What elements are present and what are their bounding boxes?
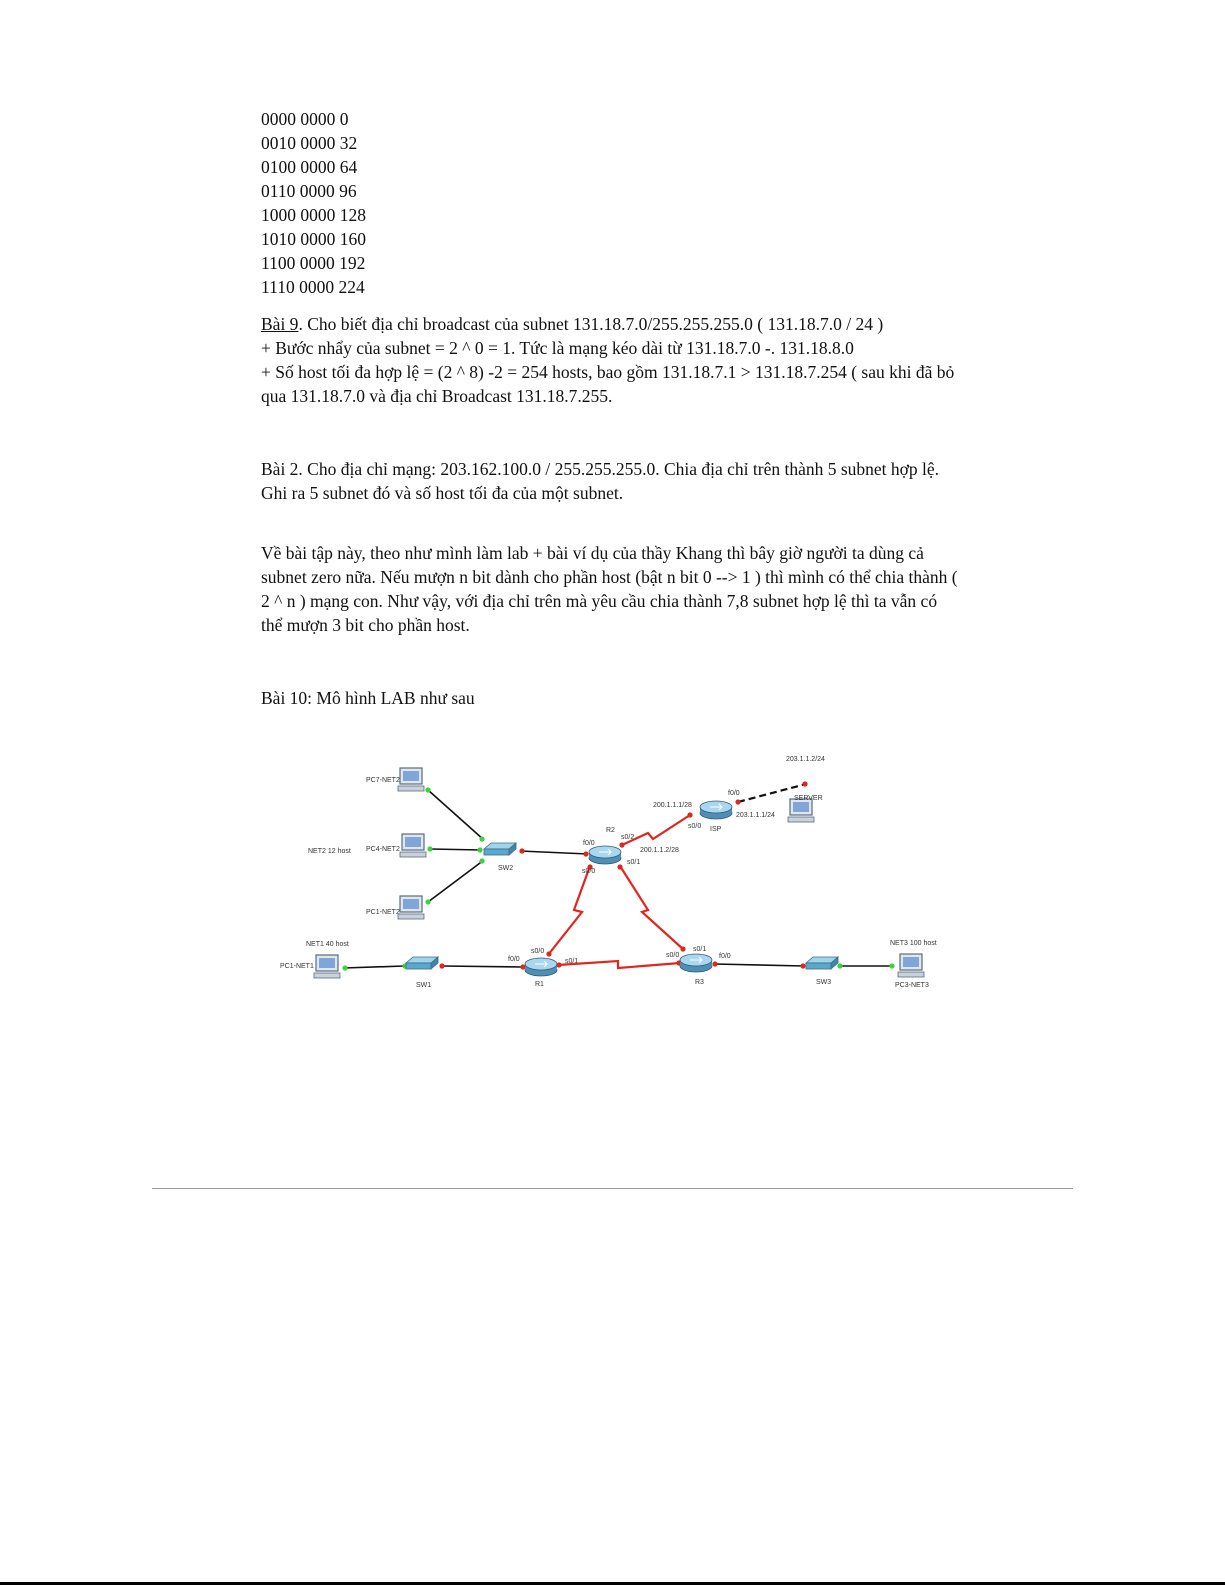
link-pc4-sw2 xyxy=(430,849,482,850)
exercise-2 xyxy=(261,457,961,505)
binary-row: 0110 0000 96 xyxy=(261,181,357,201)
label-r2-ip: 200.1.1.2/28 xyxy=(640,847,679,854)
pc1-net1-computer-icon[interactable] xyxy=(314,955,340,978)
label-pc7: PC7-NET2 xyxy=(366,777,400,784)
label-isp-lan-ip: 203.1.1.1/24 xyxy=(736,812,775,819)
binary-row: 0100 0000 64 xyxy=(261,157,358,177)
label-sw2: SW2 xyxy=(498,865,514,872)
ex9-question-text: . Cho biết địa chỉ broadcast của subnet 131.18.7.0/255.255.255.0 ( 131.18.7.0 / 24 ) xyxy=(298,314,884,334)
pc1-net2-computer-icon[interactable] xyxy=(398,896,424,919)
exercise-10 xyxy=(261,686,961,710)
r3-router-icon[interactable] xyxy=(680,954,712,972)
pc3-net3-computer-icon[interactable] xyxy=(898,954,924,977)
label-sw1: SW1 xyxy=(416,982,432,989)
ex9-title: Bài 9 xyxy=(261,314,299,334)
label-r1-s01: s0/1 xyxy=(565,958,579,965)
link-pc1net1-sw1 xyxy=(344,966,404,968)
binary-table xyxy=(261,107,961,299)
ex9-question xyxy=(261,312,961,336)
label-r1: R1 xyxy=(535,981,544,988)
label-net2-hosts: NET2 12 host xyxy=(308,848,351,855)
label-isp-f00: f0/0 xyxy=(728,790,740,797)
label-sw3: SW3 xyxy=(816,979,832,986)
ex9-host-line: + Số host tối đa hợp lệ = (2 ^ 8) -2 = 254 hosts, bao gồm 131.18.7.1 > 131.18.7.254 ( sau khi đã bỏ qua 131.18.7.0 và địa chỉ Broadcast 131.18.7.255. xyxy=(261,362,955,406)
link-r2-r1 xyxy=(548,866,590,955)
label-r2: R2 xyxy=(606,827,615,834)
label-r1-s00: s0/0 xyxy=(531,948,545,955)
label-pc1-net2: PC1-NET2 xyxy=(366,909,400,916)
exercise-9 xyxy=(261,312,961,408)
ex2-text: Bài 2. Cho địa chỉ mạng: 203.162.100.0 / 255.255.255.0. Chia địa chỉ trên thành 5 subnet hợp lệ. Ghi ra 5 subnet đó và số host tối đa của một subnet. xyxy=(261,459,940,503)
binary-row: 1000 0000 128 xyxy=(261,205,366,225)
discussion-text: Về bài tập này, theo như mình làm lab + bài ví dụ của thầy Khang thì bây giờ người ta dùng cả subnet zero nữa. Nếu mượn n bit dành cho phần host (bật n bit 0 --> 1 ) thì mình có thể chia thành ( 2 ^ n ) mạng con. Như vậy, với địa chỉ trên mà yêu cầu chia thành 7,8 subnet hợp lệ thì ta vẫn có thể mượn 3 bit cho phần host. xyxy=(261,543,958,635)
network-topology-diagram xyxy=(270,718,970,1013)
label-pc3-net3: PC3-NET3 xyxy=(895,982,929,989)
label-net3-hosts: NET3 100 host xyxy=(890,940,937,947)
pc4-computer-icon[interactable] xyxy=(400,834,426,857)
link-sw2-r2 xyxy=(520,851,588,854)
label-r3-f00: f0/0 xyxy=(719,953,731,960)
link-r2-r3 xyxy=(620,866,684,950)
label-net1-hosts: NET1 40 host xyxy=(306,941,349,948)
binary-row: 1110 0000 224 xyxy=(261,277,365,297)
label-pc4: PC4-NET2 xyxy=(366,846,400,853)
binary-row: 1100 0000 192 xyxy=(261,253,366,273)
page-divider xyxy=(152,1188,1073,1189)
r2-router-icon[interactable] xyxy=(589,846,621,864)
label-isp: ISP xyxy=(710,826,722,833)
link-pc7-sw2 xyxy=(428,790,484,840)
sw2-switch-icon[interactable] xyxy=(484,843,516,855)
label-r2-s01: s0/1 xyxy=(627,859,641,866)
sw1-switch-icon[interactable] xyxy=(406,957,438,969)
label-r2-s00: s0/0 xyxy=(582,868,596,875)
ex9-step-line: + Bước nhẩy của subnet = 2 ^ 0 = 1. Tức là mạng kéo dài từ 131.18.7.0 -. 131.18.8.0 xyxy=(261,338,854,358)
label-isp-wan-ip: 200.1.1.1/28 xyxy=(653,802,692,809)
pc7-computer-icon[interactable] xyxy=(398,768,424,791)
r1-router-icon[interactable] xyxy=(525,958,557,976)
server-computer-icon[interactable] xyxy=(788,799,814,822)
label-r3-s00: s0/0 xyxy=(666,952,680,959)
label-server-ip: 203.1.1.2/24 xyxy=(786,756,825,763)
label-r2-s02: s0/2 xyxy=(621,834,635,841)
link-pc1net2-sw2 xyxy=(428,860,484,902)
discussion-paragraph xyxy=(261,541,961,637)
label-server: SERVER xyxy=(794,795,823,802)
binary-row: 1010 0000 160 xyxy=(261,229,366,249)
label-pc1-net1: PC1-NET1 xyxy=(280,963,314,970)
binary-row: 0000 0000 0 xyxy=(261,109,349,129)
link-sw1-r1 xyxy=(442,966,524,967)
link-r3-sw3 xyxy=(714,964,804,966)
label-r3: R3 xyxy=(695,979,704,986)
isp-router-icon[interactable] xyxy=(700,801,732,819)
binary-row: 0010 0000 32 xyxy=(261,133,358,153)
label-r3-s01: s0/1 xyxy=(693,946,707,953)
label-r1-f00: f0/0 xyxy=(508,956,520,963)
label-isp-s00: s0/0 xyxy=(688,823,702,830)
sw3-switch-icon[interactable] xyxy=(806,957,838,969)
label-r2-f00: f0/0 xyxy=(583,840,595,847)
ex10-title: Bài 10: Mô hình LAB như sau xyxy=(261,688,475,708)
